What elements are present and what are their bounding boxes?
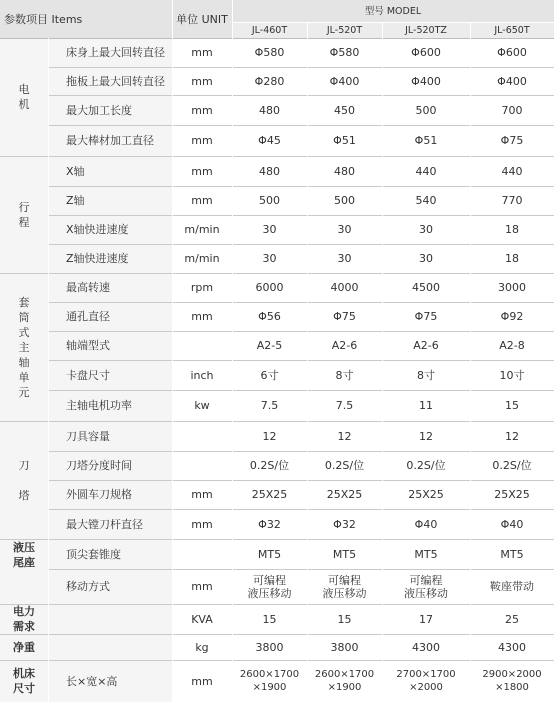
model-value: 3800 <box>330 640 359 654</box>
model-value: Φ32 <box>333 517 356 531</box>
item-label: Z轴快进速度 <box>48 244 172 273</box>
model-value: 30 <box>262 252 277 265</box>
unit-value: m/min <box>184 223 220 236</box>
item-label: 卡盘尺寸 <box>48 360 172 390</box>
model-value: 10寸 <box>499 368 525 382</box>
model-value: 440 <box>415 164 437 178</box>
model-value: Φ600 <box>411 46 441 59</box>
model-value: 480 <box>334 164 355 178</box>
model-value: 0.2S/位 <box>324 459 365 472</box>
item-label: 最大加工长度 <box>48 95 172 125</box>
unit-value: m/min <box>184 252 220 265</box>
row-divider <box>48 360 554 361</box>
model-value: MT5 <box>500 547 524 561</box>
model-value: 6寸 <box>260 368 279 382</box>
model-value: Φ56 <box>258 310 281 323</box>
row-divider <box>48 331 554 332</box>
column-divider <box>232 0 233 702</box>
item-label: X轴快进速度 <box>48 215 172 244</box>
item-label: 刀具容量 <box>48 421 172 451</box>
model-value: Φ280 <box>254 74 285 88</box>
model-value: 2600×1700 ×1900 <box>314 669 375 693</box>
model-value: 500 <box>259 194 280 207</box>
model-value: 鞍座带动 <box>490 580 534 593</box>
model-value: 12 <box>419 429 433 443</box>
row-divider <box>48 390 554 391</box>
item-label <box>48 634 172 660</box>
unit-value: KVA <box>191 612 213 626</box>
model-value: 540 <box>415 194 437 207</box>
row-divider <box>48 302 554 303</box>
model-value: 12 <box>262 429 277 443</box>
unit-value: mm <box>191 194 213 207</box>
model-value: 3800 <box>255 640 284 654</box>
model-value: Φ51 <box>414 134 438 147</box>
unit-value: mm <box>191 103 213 117</box>
category-weight: 净重 <box>0 634 48 660</box>
model-value: 8寸 <box>417 368 435 382</box>
unit-value <box>172 331 232 360</box>
item-label: 顶尖套锥度 <box>48 539 172 569</box>
unit-value: mm <box>191 134 213 147</box>
model-value: A2-8 <box>499 339 525 352</box>
item-label: Z轴 <box>48 186 172 215</box>
model-value: 12 <box>505 429 519 443</box>
category-travel: 行 程 <box>0 156 48 273</box>
item-label: 最高转速 <box>48 273 172 302</box>
category-turret: 刀 塔 <box>0 421 48 539</box>
model-value: Φ580 <box>329 46 360 59</box>
model-value: 2900×2000 ×1800 <box>482 669 542 693</box>
item-label: X轴 <box>48 156 172 186</box>
row-divider <box>48 125 554 126</box>
model-value: 30 <box>419 252 433 265</box>
unit-value <box>172 421 232 451</box>
model-value: 12 <box>337 429 352 443</box>
category-motor: 电 机 <box>0 38 48 156</box>
row-divider <box>48 67 554 68</box>
model-header-divider <box>232 22 554 23</box>
model-value: 25 <box>505 612 519 626</box>
model-value: 18 <box>505 223 519 236</box>
header-model-name: JL-520TZ <box>382 22 470 38</box>
column-divider <box>307 22 308 702</box>
model-value: 25X25 <box>251 488 288 501</box>
model-value: Φ75 <box>500 134 524 147</box>
model-value: 18 <box>505 252 519 265</box>
row-divider <box>48 480 554 481</box>
model-value: Φ51 <box>333 134 356 147</box>
model-value: A2-6 <box>331 339 358 352</box>
header-items-label: 参数项目 Items <box>0 0 172 38</box>
model-value: 6000 <box>255 281 284 294</box>
model-value: Φ580 <box>254 46 285 59</box>
model-value: 500 <box>334 194 355 207</box>
model-value: 可编程 液压移动 <box>247 573 292 600</box>
category-size: 机床 尺寸 <box>0 660 48 702</box>
model-value: 0.2S/位 <box>406 459 446 472</box>
item-label: 外圆车刀规格 <box>48 480 172 509</box>
model-value: 4500 <box>412 281 440 294</box>
row-divider <box>48 451 554 452</box>
model-value: 15 <box>337 612 352 626</box>
unit-value: mm <box>191 674 213 688</box>
model-value: Φ400 <box>329 74 360 88</box>
model-value: 25X25 <box>326 488 363 501</box>
model-value: 30 <box>337 223 352 236</box>
model-value: 4300 <box>498 640 526 654</box>
model-value: 25X25 <box>494 488 530 501</box>
model-value: 0.2S/位 <box>249 459 290 472</box>
row-divider <box>48 186 554 187</box>
item-label: 最大镗刀杆直径 <box>48 509 172 539</box>
model-value: 4000 <box>330 281 359 294</box>
item-label: 最大棒材加工直径 <box>48 125 172 156</box>
model-value: A2-6 <box>413 339 439 352</box>
item-label: 刀塔分度时间 <box>48 451 172 480</box>
model-value: 440 <box>501 164 523 178</box>
header-model-name: JL-520T <box>307 22 382 38</box>
model-value: 30 <box>337 252 352 265</box>
model-value: 500 <box>415 103 437 117</box>
model-value: 8寸 <box>335 368 354 382</box>
model-value: MT5 <box>332 547 357 561</box>
model-value: 450 <box>334 103 355 117</box>
model-value: 700 <box>501 103 523 117</box>
row-divider <box>48 569 554 570</box>
model-value: MT5 <box>257 547 282 561</box>
unit-value: mm <box>191 580 213 593</box>
item-label: 移动方式 <box>48 569 172 604</box>
model-value: A2-5 <box>256 339 283 352</box>
item-label: 通孔直径 <box>48 302 172 331</box>
model-value: 30 <box>419 223 433 236</box>
unit-value: mm <box>191 46 213 59</box>
model-value: 17 <box>419 612 433 626</box>
unit-value: inch <box>190 368 214 382</box>
model-value: Φ40 <box>414 517 438 531</box>
category-spindle: 套 筒 式 主 轴 单 元 <box>0 273 48 421</box>
unit-value: mm <box>191 310 213 323</box>
model-value: 7.5 <box>260 399 279 412</box>
category-power: 电力 需求 <box>0 604 48 634</box>
row-divider <box>48 244 554 245</box>
model-value: Φ75 <box>333 310 356 323</box>
model-value: 3000 <box>498 281 526 294</box>
unit-value <box>172 539 232 569</box>
model-value: 可编程 液压移动 <box>322 573 367 600</box>
model-value: 11 <box>419 399 433 412</box>
row-divider <box>48 215 554 216</box>
unit-value: mm <box>191 74 213 88</box>
model-value: 25X25 <box>408 488 444 501</box>
unit-value <box>172 451 232 480</box>
item-label: 拖板上最大回转直径 <box>48 67 172 95</box>
unit-value: mm <box>191 517 213 531</box>
unit-value: mm <box>191 164 213 178</box>
header-model-label: 型号 MODEL <box>232 0 554 22</box>
model-value: 15 <box>262 612 277 626</box>
model-value: Φ400 <box>411 74 441 88</box>
model-value: Φ400 <box>497 74 527 88</box>
item-label: 轴端型式 <box>48 331 172 360</box>
model-value: 2600×1700 ×1900 <box>239 669 300 693</box>
row-divider <box>48 95 554 96</box>
model-value: Φ32 <box>258 517 281 531</box>
item-label: 主轴电机功率 <box>48 390 172 421</box>
model-value: Φ40 <box>500 517 524 531</box>
unit-value: kg <box>195 640 209 654</box>
unit-value: rpm <box>190 281 214 294</box>
unit-value: mm <box>191 488 213 501</box>
model-value: Φ600 <box>497 46 527 59</box>
item-label: 床身上最大回转直径 <box>48 38 172 67</box>
model-value: 7.5 <box>335 399 354 412</box>
model-value: Φ92 <box>500 310 524 323</box>
model-value: 15 <box>505 399 519 412</box>
column-divider <box>172 0 173 702</box>
model-value: MT5 <box>414 547 438 561</box>
model-value: 480 <box>259 103 280 117</box>
model-value: 可编程 液压移动 <box>404 573 448 600</box>
header-model-name: JL-650T <box>470 22 554 38</box>
item-label <box>48 604 172 634</box>
column-divider <box>48 38 49 702</box>
model-value: 0.2S/位 <box>492 459 532 472</box>
model-value: 2700×1700 ×2000 <box>396 669 456 693</box>
model-value: 480 <box>259 164 280 178</box>
column-divider <box>382 22 383 702</box>
row-divider <box>48 509 554 510</box>
item-label: 长×宽×高 <box>48 660 172 702</box>
model-value: Φ75 <box>414 310 438 323</box>
model-value: 4300 <box>412 640 440 654</box>
header-model-name: JL-460T <box>232 22 307 38</box>
column-divider <box>470 22 471 702</box>
unit-value: kw <box>194 399 210 412</box>
model-value: 30 <box>262 223 277 236</box>
model-value: Φ45 <box>258 134 281 147</box>
header-unit-label: 单位 UNIT <box>172 0 232 38</box>
model-value: 770 <box>501 194 523 207</box>
category-tailstock: 液压 尾座 <box>0 539 48 604</box>
